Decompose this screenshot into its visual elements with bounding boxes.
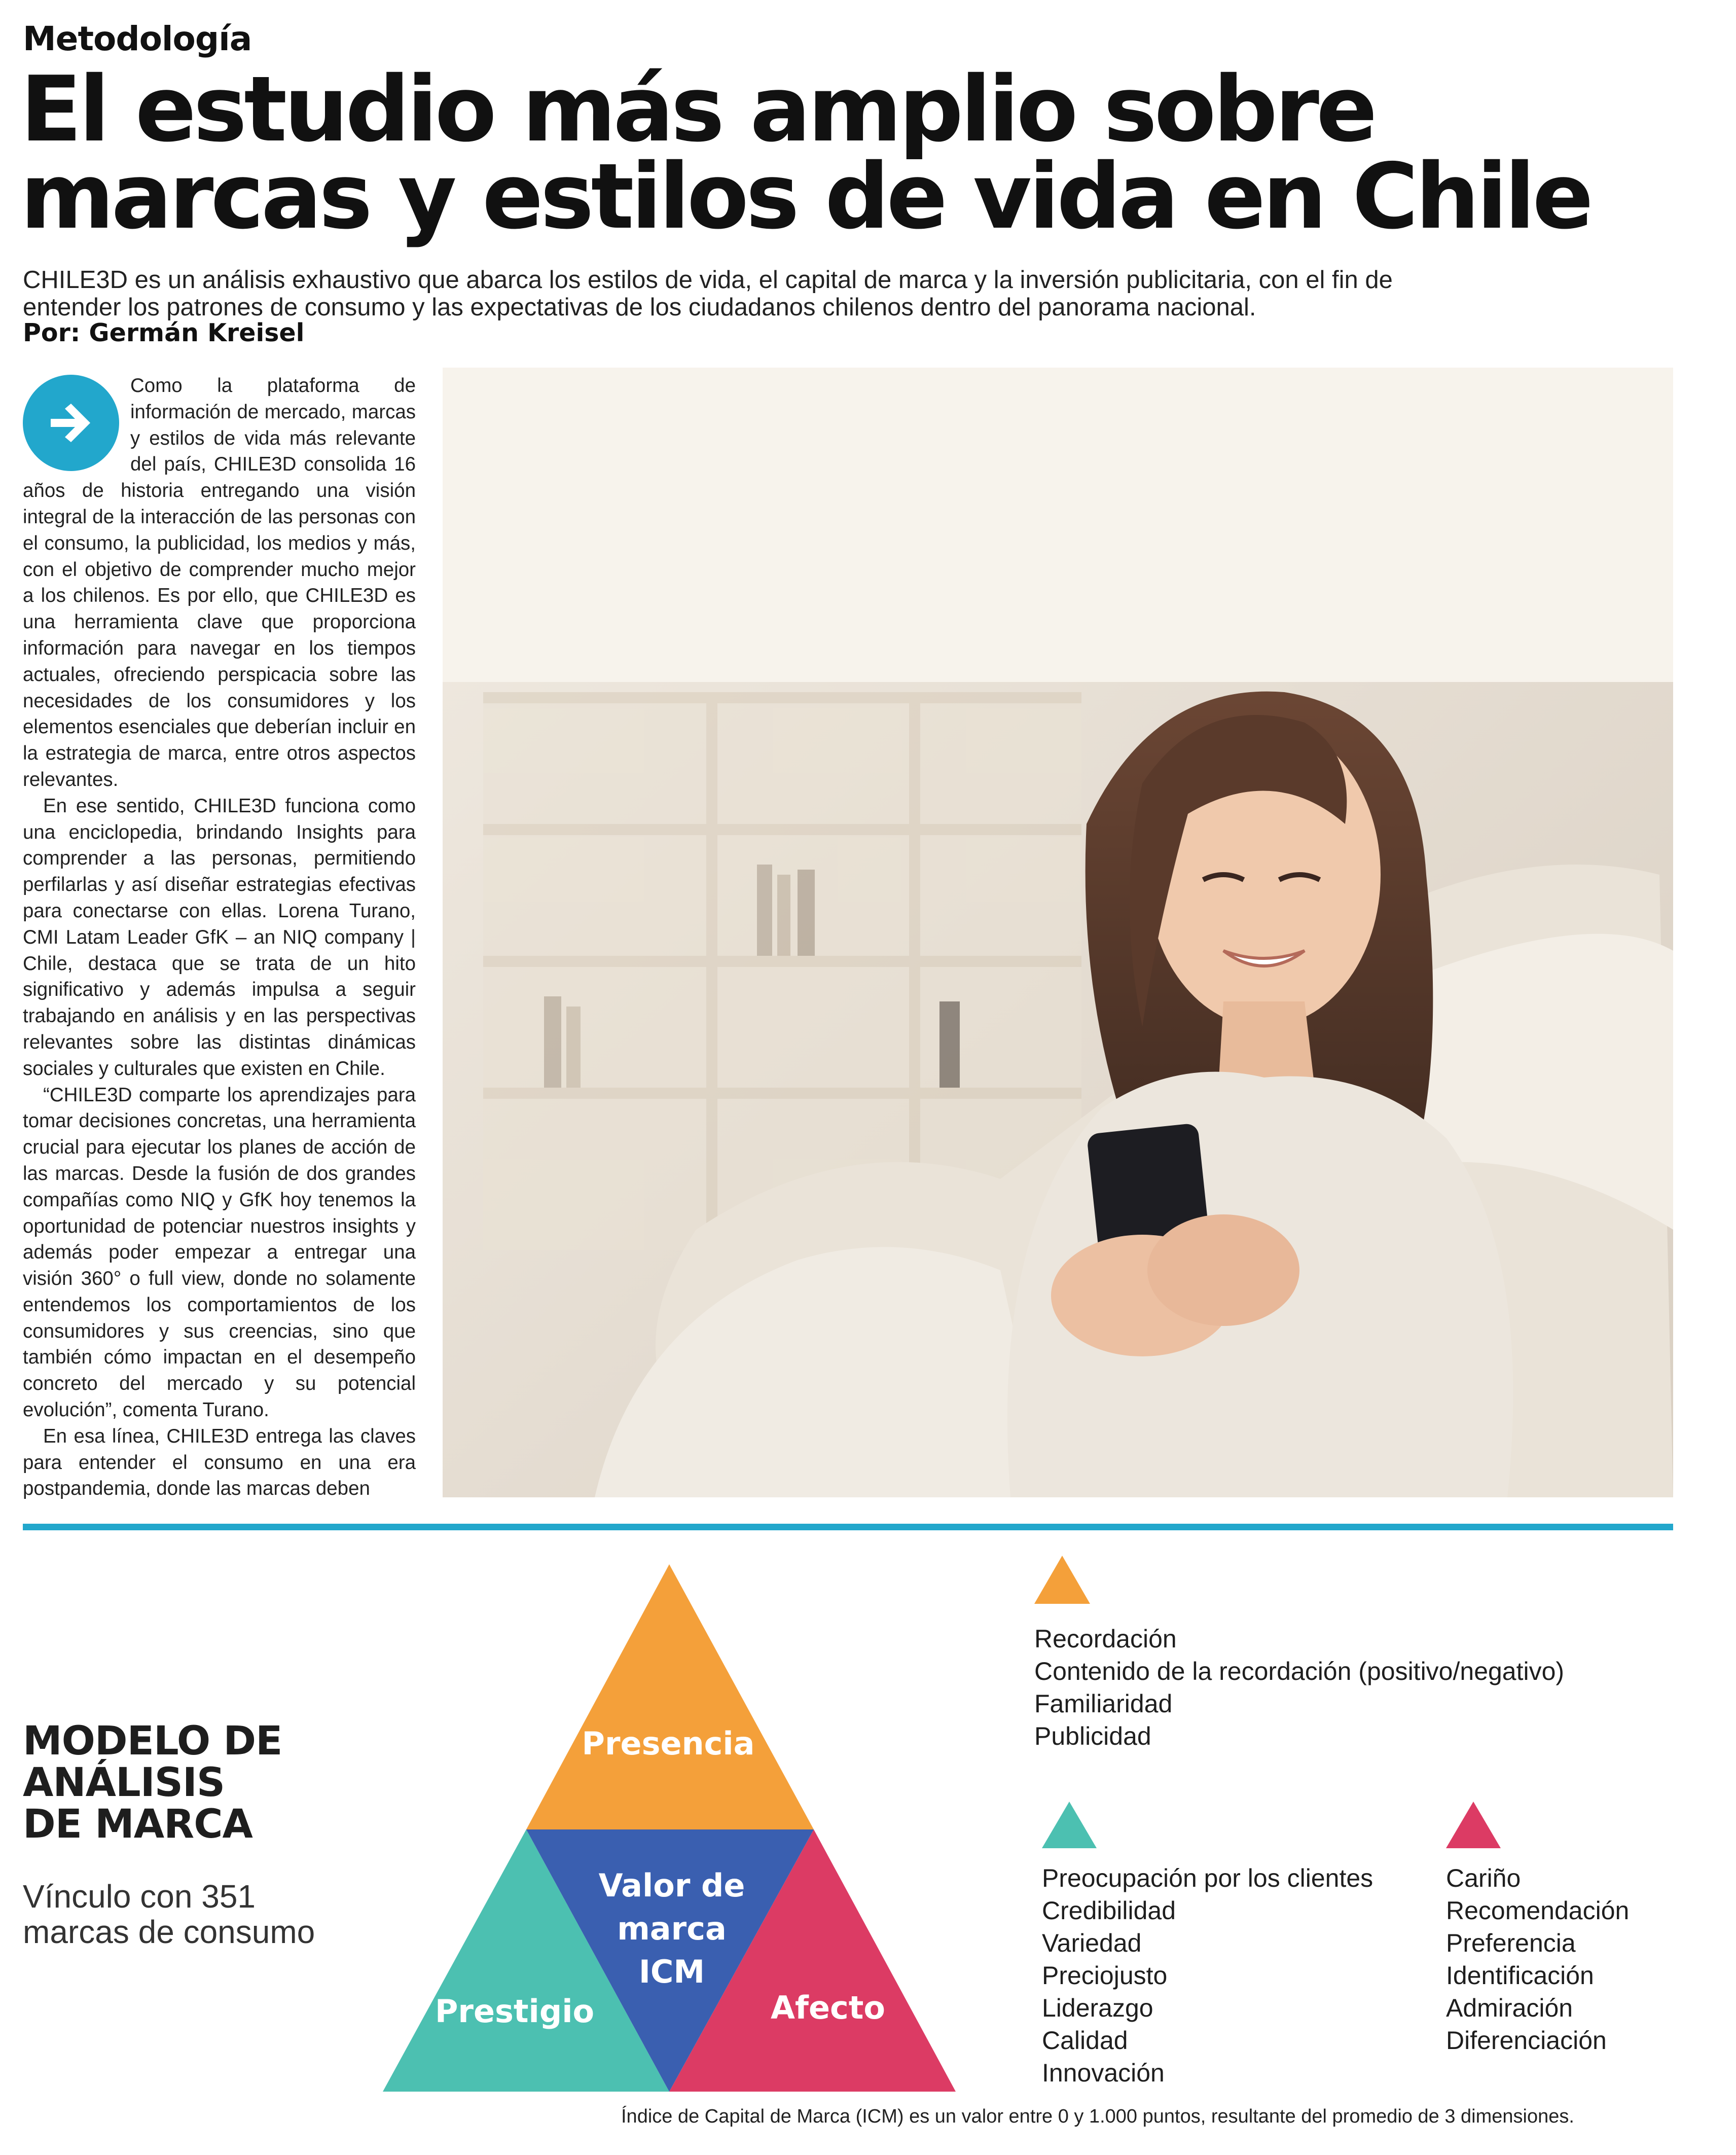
list-item: Calidad [1042, 2026, 1128, 2055]
body-paragraph-3: “CHILE3D comparte los aprendizajes para tomar decisiones concretas, una herramienta crucial para ejecutar los planes de acción de las marcas. Desde la fusión de dos grandes compañías como NIQ y GfK hoy tenemos la oportunidad de potenciar nuestros insights y además poder empezar a entregar una visión 360° o full view, donde no solamente entendemos los comportamientos de los consumidores y sus creencias, sino que también cómo impactan en el desempeño concreto del mercado y su potencial evolución”, comenta Turano. [23, 1084, 416, 1421]
list-item: Innovación [1042, 2059, 1165, 2087]
presencia-list [1034, 1623, 1564, 1752]
footnote: Índice de Capital de Marca (ICM) es un valor entre 0 y 1.000 puntos, resultante del promedio de 3 dimensiones. [621, 2106, 1574, 2127]
list-item: Admiración [1446, 1994, 1573, 2022]
woman-smartphone-photo [443, 368, 1673, 1497]
list-item: Variedad [1042, 1929, 1142, 1957]
list-item: Recomendación [1446, 1896, 1630, 1925]
arrow-right-icon [23, 375, 119, 471]
valor-label-line-2: marca [617, 1910, 727, 1947]
model-title-line-1: MODELO DE [23, 1718, 282, 1764]
prestigio-list [1042, 1862, 1373, 2089]
list-item: Cariño [1446, 1864, 1521, 1892]
model-subtitle-line-2: marcas de consumo [23, 1914, 315, 1950]
list-item: Recordación [1034, 1625, 1177, 1653]
model-title-line-3: DE MARCA [23, 1802, 252, 1847]
deck: CHILE3D es un análisis exhaustivo que abarca los estilos de vida, el capital de marca y la inversión publicitaria, con el fin de entender los patrones de consumo y las expectativas de los ciudadanos chilenos dentro del panorama nacional. [23, 266, 1393, 321]
list-item: Familiaridad [1034, 1690, 1173, 1718]
body-paragraph-2: En ese sentido, CHILE3D funciona como una enciclopedia, brindando Insights para comprender a las personas, permitiendo perfilarlas y así diseñar estrategias efectivas para conectarse con ellas. Lorena Turano, CMI Latam Leader GfK – an NIQ company | Chile, destaca que se trata de un hito significativo y además impulsa a seguir trabajando en análisis y en las perspectivas relevantes sobre las distintas dinámicas sociales y culturales que existen en Chile. [23, 795, 416, 1080]
headline [20, 57, 1643, 249]
presencia-label: Presencia [582, 1725, 755, 1762]
afecto-label: Afecto [771, 1989, 885, 2026]
list-item: Credibilidad [1042, 1896, 1176, 1925]
list-item: Preciojusto [1042, 1961, 1168, 1990]
model-title-line-2: ANÁLISIS [23, 1760, 225, 1806]
headline-line-2: marcas y estilos de vida en Chile [20, 144, 1591, 249]
valor-label-line-3: ICM [638, 1953, 705, 1990]
model-subtitle-line-1: Vínculo con 351 [23, 1878, 256, 1915]
model-subtitle [23, 1879, 315, 1950]
list-item: Preferencia [1446, 1929, 1576, 1957]
brand-pyramid-diagram [365, 1564, 973, 2099]
presencia-triangle [526, 1564, 814, 1829]
headline-line-1: El estudio más amplio sobre [20, 57, 1375, 162]
presencia-legend-icon [1034, 1556, 1090, 1604]
list-item: Identificación [1446, 1961, 1594, 1990]
section-label: Metodología [23, 19, 252, 58]
body-paragraph-1: Como la plataforma de información de mercado, marcas y estilos de vida más relevante del país, CHILE3D consolida 16 años de historia entregando una visión integral de la interacción de las personas con el consumo, la publicidad, los medios y más, con el objetivo de comprender mucho mejor a los chilenos. Es por ello, que CHILE3D es una herramienta clave que proporciona información para navegar en los tiempos actuales, ofreciendo perspicacia sobre las necesidades de los consumidores y los elementos esenciales que deberían incluir en la estrategia de marca, entre otros aspectos relevantes. [23, 375, 416, 791]
article-body [23, 373, 416, 1503]
afecto-legend-icon [1446, 1802, 1501, 1848]
prestigio-label: Prestigio [435, 1993, 595, 2030]
byline: Por: Germán Kreisel [23, 318, 305, 347]
model-title [23, 1720, 282, 1845]
list-item: Publicidad [1034, 1722, 1151, 1750]
list-item: Liderazgo [1042, 1994, 1153, 2022]
section-divider [23, 1524, 1673, 1530]
prestigio-legend-icon [1042, 1802, 1097, 1848]
body-paragraph-4: En esa línea, CHILE3D entrega las claves para entender el consumo en una era postpandemia, donde las marcas deben [23, 1425, 416, 1500]
afecto-list [1446, 1862, 1629, 2057]
list-item: Preocupación por los clientes [1042, 1864, 1373, 1892]
list-item: Diferenciación [1446, 2026, 1607, 2055]
valor-label-line-1: Valor de [598, 1867, 745, 1904]
list-item: Contenido de la recordación (positivo/negativo) [1034, 1657, 1565, 1685]
